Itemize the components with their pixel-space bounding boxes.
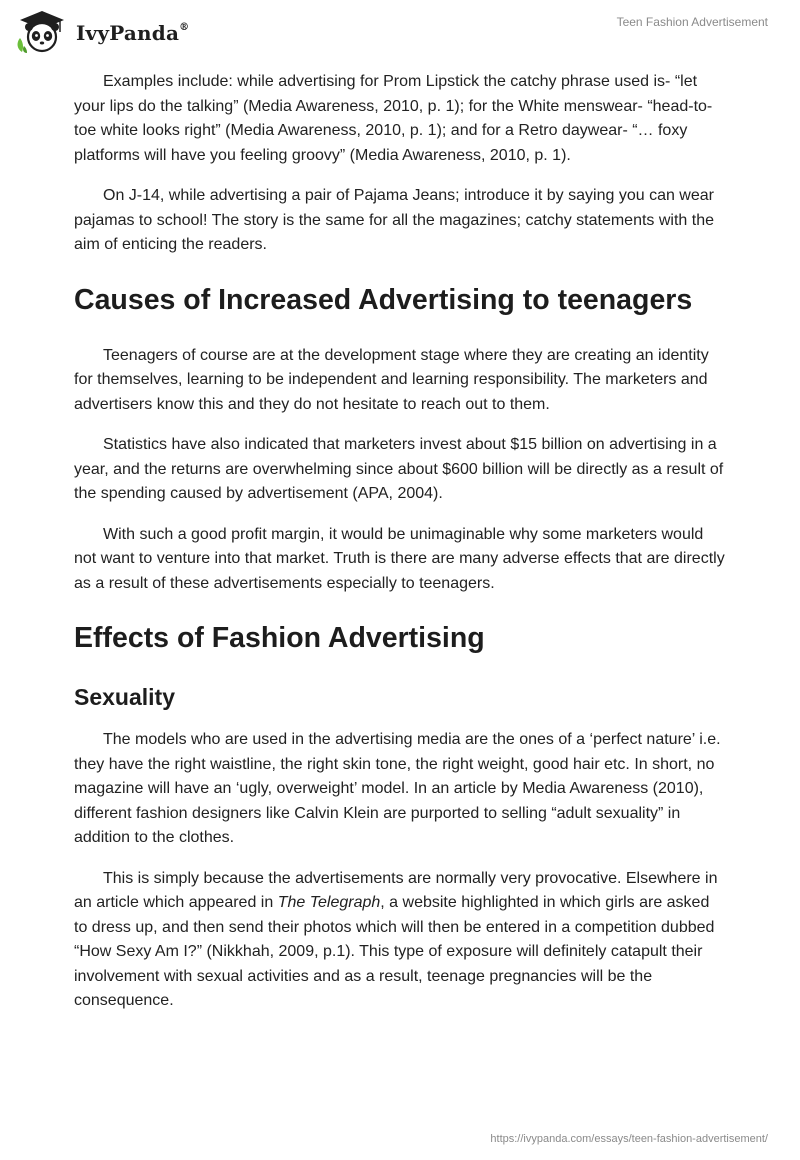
source-url[interactable]: https://ivypanda.com/essays/teen-fashion-advertisement/ [490, 1133, 768, 1145]
paragraph-j14: On J-14, while advertising a pair of Pajama Jeans; introduce it by saying you can wear pajamas to school! The story is the same for all the magazines; catchy statements with the aim of enticing the readers. [74, 187, 715, 253]
paragraph-models: The models who are used in the advertising media are the ones of a ‘perfect nature’ i.e. they have the right waistline, the right skin tone, the right weight, good hair etc. In short, no magazine will have an ‘ugly, overweight’ model. In an article by Media Awareness (2010), different fashion designers like Calvin Klein are purported to selling “adult sexuality” in addition to the clothes. [74, 731, 721, 846]
paragraph-text-before: This is simply because the advertisements are normally very provocative. Elsewhere in an article which appeared in [74, 869, 718, 911]
heading-sexuality: Sexuality [74, 684, 175, 710]
heading-effects: Effects of Fashion Advertising [74, 622, 485, 654]
paragraph-examples: Examples include: while advertising for Prom Lipstick the catchy phrase used is- “let your lips do the talking” (Media Awareness, 2010, p. 1); for the White menswear- “head-to-toe white looks right” (Media Awareness, 2010, p. 1); and for a Retro daywear- “… foxy platforms will have you feeling groovy” (Media Awareness, 2010, p. 1). [74, 73, 713, 164]
registered-mark: ® [179, 22, 190, 34]
logo-text: IvyPanda [76, 21, 180, 45]
panda-graduation-cap-icon [14, 8, 70, 54]
document-title: Teen Fashion Advertisement [616, 15, 768, 29]
paragraph-statistics: Statistics have also indicated that marketers invest about $15 billion on advertising in a year, and the returns are overwhelming since about $600 billion will be directly as a result of the spending caused by advertisement (APA, 2004). [74, 436, 724, 502]
paragraph-profit-margin: With such a good profit margin, it would be unimaginable why some marketers would not want to venture into that market. Truth is there are many adverse effects that are directly as a result of these advertisements especially to teenagers. [74, 525, 725, 592]
page-header [0, 0, 800, 70]
paragraph-text-after: , a website highlighted in which girls are asked to dress up, and then send their photos which will then be entered in a competition dubbed “How Sexy Am I?” (Nikkhah, 2009, p.1). This type of exposure will definitely catapult their involvement with sexual activities and as a result, teenage pregnancies will be the consequence. [74, 894, 715, 1009]
heading-causes: Causes of Increased Advertising to teenagers [74, 283, 693, 316]
logo-wordmark [76, 21, 189, 45]
essay-content [74, 70, 726, 1030]
paragraph-provocative [74, 867, 726, 1014]
publication-title: The Telegraph [277, 894, 381, 911]
ivypanda-logo[interactable] [14, 8, 189, 54]
paragraph-teen-development: Teenagers of course are at the development stage where they are creating an identity for themselves, learning to be independent and learning responsibility. The marketers and advertisers know this and they do not hesitate to reach out to them. [74, 346, 709, 413]
